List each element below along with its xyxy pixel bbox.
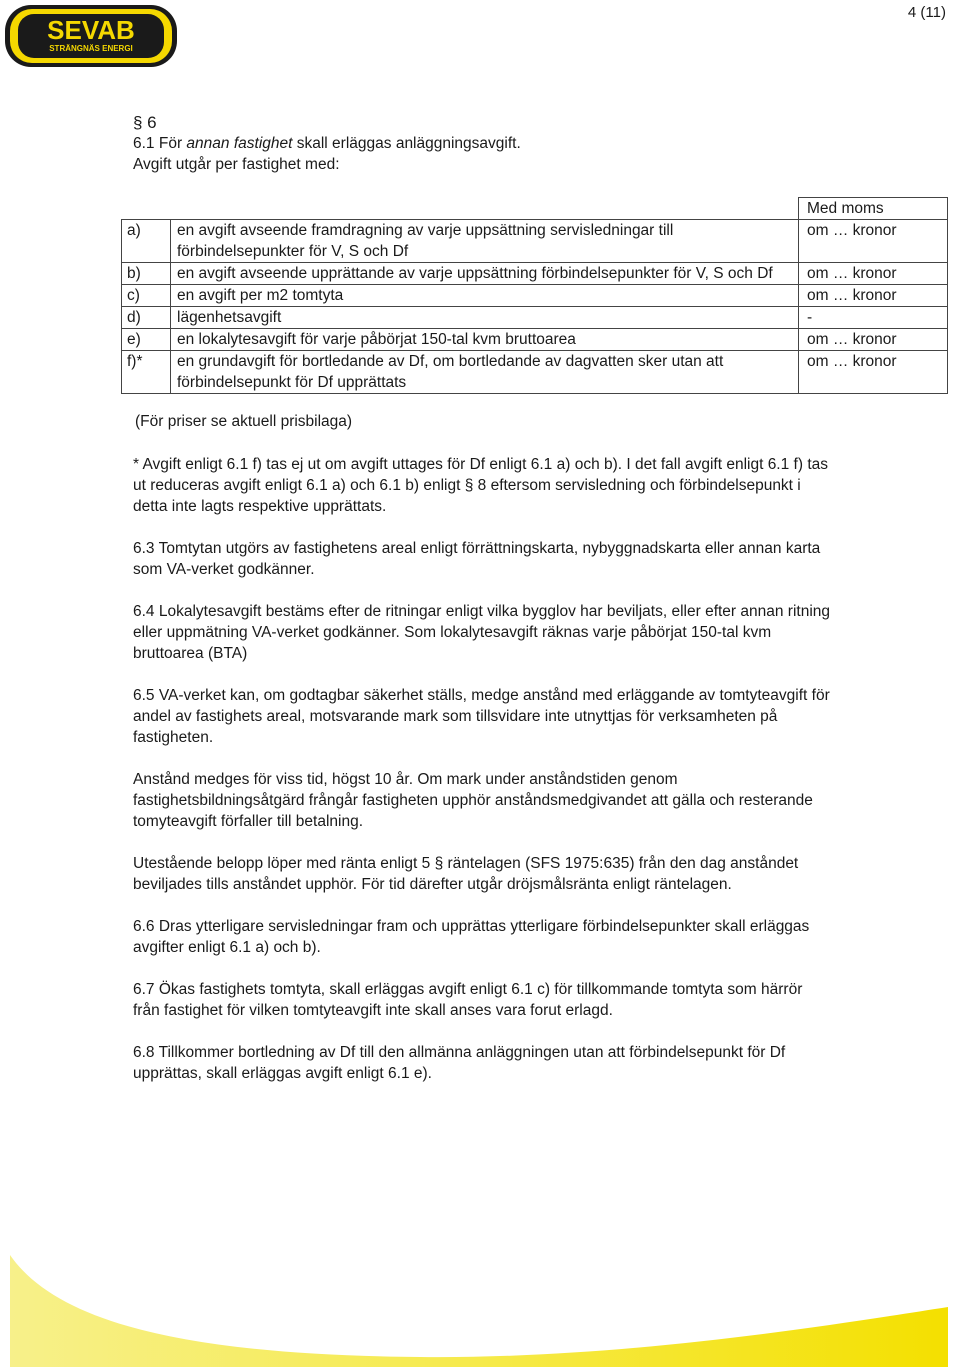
paragraph: * Avgift enligt 6.1 f) tas ej ut om avgift uttages för Df enligt 6.1 a) och b). I det fall avgift enligt 6.1 f) tas ut reduceras avgift enligt 6.1 a) och 6.1 b) enligt § 8 eftersom servisledning och förbindelsepunkt i detta inte lagts respektive upprättats.	[133, 456, 828, 515]
clause-6-1: 6.1 För annan fastighet skall erläggas anläggningsavgift.	[133, 135, 521, 152]
table-row: e) en lokalytesavgift för varje påbörjat 150-tal kvm bruttoarea om … kronor	[122, 329, 948, 351]
logo-wordmark: SEVAB	[47, 15, 135, 45]
table-row: b) en avgift avseende upprättande av varje uppsättning förbindelsepunkter för V, S och Df om … kronor	[122, 263, 948, 285]
fee-intro: Avgift utgår per fastighet med:	[133, 156, 340, 173]
price-note: (För priser se aktuell prisbilaga)	[135, 413, 353, 430]
paragraph: Utestående belopp löper med ränta enligt 5 § räntelagen (SFS 1975:635) från den dag anståndet beviljades tills anståndet upphör. För tid därefter utgår dröjsmålsränta enligt räntelagen.	[133, 855, 799, 893]
paragraph: 6.4 Lokalytesavgift bestäms efter de ritningar enligt vilka bygglov har beviljats, eller efter annan ritning eller uppmätning VA-verket godkänner. Som lokalytesavgift räknas varje påbörjat 150-tal kvm bruttoarea (BTA)	[133, 603, 831, 662]
page-number: 4 (11)	[907, 4, 946, 21]
body-text	[133, 454, 833, 1105]
table-row: f)* en grundavgift för bortledande av Df, om bortledande av dagvatten sker utan att förbindelsepunkt för Df upprättats om … kronor	[122, 351, 948, 394]
sevab-logo	[4, 4, 178, 68]
paragraph: 6.3 Tomtytan utgörs av fastighetens areal enligt förrättningskarta, nybyggnadskarta eller annan karta som VA-verket godkänner.	[133, 540, 821, 578]
logo-subtext: STRÄNGNÄS ENERGI	[49, 44, 133, 53]
paragraph: 6.6 Dras ytterligare servisledningar fram och upprättas ytterligare förbindelsepunkter skall erläggas avgifter enligt 6.1 a) och b).	[133, 918, 810, 956]
table-header-row	[122, 198, 948, 220]
paragraph: 6.7 Ökas fastighets tomtyta, skall erläggas avgift enligt 6.1 c) för tillkommande tomtyta som härrör från fastighet för vilken tomtyteavgift inte skall anses vara forut erlagd.	[133, 981, 803, 1019]
section-header	[133, 112, 833, 175]
table-row: d) lägenhetsavgift -	[122, 307, 948, 329]
paragraph: Anstånd medges för viss tid, högst 10 år. Om mark under anståndstiden genom fastighetsbildningsåtgärd frångår fastigheten upphör anståndsmedgivandet att gälla och resterande tomyteavgift förfaller till betalning.	[133, 771, 813, 830]
column-header-moms: Med moms	[799, 198, 948, 220]
paragraph: 6.5 VA-verket kan, om godtagbar säkerhet ställs, medge anstånd med erläggande av tomtyteavgift för andel av fastighets areal, motsvarande mark som tillsvidare inte utnyttjas för verksamheten på fastigheten.	[133, 687, 830, 746]
footer-wave-decoration	[0, 1247, 960, 1367]
table-row: c) en avgift per m2 tomtyta om … kronor	[122, 285, 948, 307]
section-symbol: § 6	[133, 113, 157, 132]
fee-table	[121, 197, 948, 394]
table-row: a) en avgift avseende framdragning av varje uppsättning servisledningar till förbindelsepunkter för V, S och Df om … kronor	[122, 220, 948, 263]
paragraph: 6.8 Tillkommer bortledning av Df till den allmänna anläggningen utan att förbindelsepunkt för Df upprättas, skall erläggas avgift enligt 6.1 e).	[133, 1044, 786, 1082]
